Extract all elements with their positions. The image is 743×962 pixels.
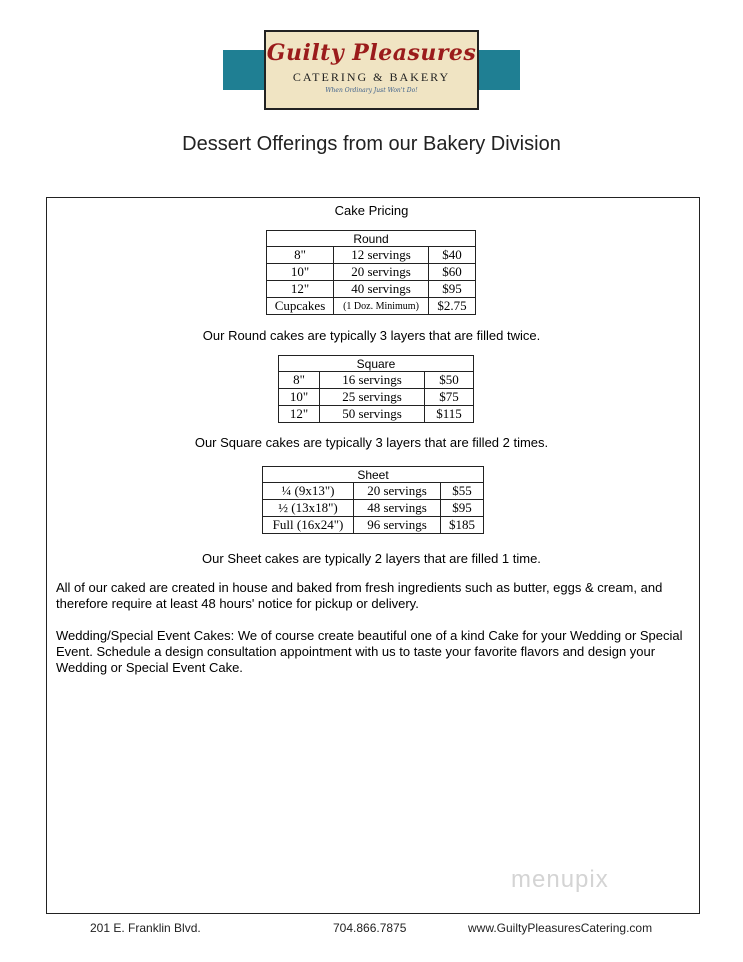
table-row <box>267 247 476 264</box>
logo <box>264 30 479 110</box>
servings-cell: 16 servings <box>320 372 425 389</box>
table-row <box>267 298 476 315</box>
page-title: Dessert Offerings from our Bakery Division <box>182 133 561 155</box>
sheet-header: Sheet <box>263 467 484 483</box>
price-cell: $75 <box>425 389 474 406</box>
logo-tagline: When Ordinary Just Won't Do! <box>325 87 418 94</box>
size-cell: 12" <box>279 406 320 423</box>
size-cell: ½ (13x18") <box>263 500 354 517</box>
size-cell: ¼ (9x13") <box>263 483 354 500</box>
servings-cell: 50 servings <box>320 406 425 423</box>
table-row <box>263 517 484 534</box>
table-row <box>267 281 476 298</box>
price-cell: $40 <box>429 247 476 264</box>
logo-name: Guilty Pleasures <box>266 40 477 66</box>
round-header: Round <box>267 231 476 247</box>
square-header: Square <box>279 356 474 372</box>
size-cell: 12" <box>267 281 334 298</box>
price-cell: $55 <box>441 483 484 500</box>
footer-website[interactable]: www.GuiltyPleasuresCatering.com <box>468 921 653 935</box>
footer-address: 201 E. Franklin Blvd. <box>90 921 201 935</box>
size-cell: 10" <box>279 389 320 406</box>
price-cell: $185 <box>441 517 484 534</box>
servings-cell: 20 servings <box>354 483 441 500</box>
price-cell: $115 <box>425 406 474 423</box>
servings-cell: (1 Doz. Minimum) <box>334 298 429 315</box>
table-row <box>263 500 484 517</box>
watermark: menupix <box>511 866 609 893</box>
price-cell: $50 <box>425 372 474 389</box>
table-row <box>279 406 474 423</box>
round-note: Our Round cakes are typically 3 layers that are filled twice. <box>202 328 541 343</box>
table-row <box>263 483 484 500</box>
square-table <box>278 355 474 423</box>
size-cell: 10" <box>267 264 334 281</box>
sheet-note: Our Sheet cakes are typically 2 layers that are filled 1 time. <box>202 551 541 566</box>
fresh-ingredients-paragraph: All of our caked are created in house and baked from fresh ingredients such as butter, eggs & cream, and therefore require at least 48 hours' notice for pickup or delivery. <box>56 580 663 611</box>
logo-subtitle: CATERING & BAKERY <box>292 70 451 84</box>
size-cell: 8" <box>267 247 334 264</box>
footer-phone: 704.866.7875 <box>333 921 407 935</box>
cake-pricing-title: Cake Pricing <box>334 203 409 218</box>
servings-cell: 12 servings <box>334 247 429 264</box>
size-cell: Full (16x24") <box>263 517 354 534</box>
servings-cell: 48 servings <box>354 500 441 517</box>
size-cell: Cupcakes <box>267 298 334 315</box>
servings-cell: 20 servings <box>334 264 429 281</box>
table-row <box>279 372 474 389</box>
price-cell: $95 <box>429 281 476 298</box>
price-cell: $60 <box>429 264 476 281</box>
servings-cell: 25 servings <box>320 389 425 406</box>
square-note: Our Square cakes are typically 3 layers that are filled 2 times. <box>194 435 549 450</box>
table-row <box>279 389 474 406</box>
table-row <box>267 264 476 281</box>
wedding-cakes-paragraph: Wedding/Special Event Cakes: We of course create beautiful one of a kind Cake for your Wedding or Special Event. Schedule a design consultation appointment with us to taste your favorite flavors and design your Wedding or Special Event Cake. <box>56 628 683 675</box>
round-table <box>266 230 476 315</box>
size-cell: 8" <box>279 372 320 389</box>
price-cell: $95 <box>441 500 484 517</box>
servings-cell: 96 servings <box>354 517 441 534</box>
sheet-table <box>262 466 484 534</box>
servings-cell: 40 servings <box>334 281 429 298</box>
price-cell: $2.75 <box>429 298 476 315</box>
